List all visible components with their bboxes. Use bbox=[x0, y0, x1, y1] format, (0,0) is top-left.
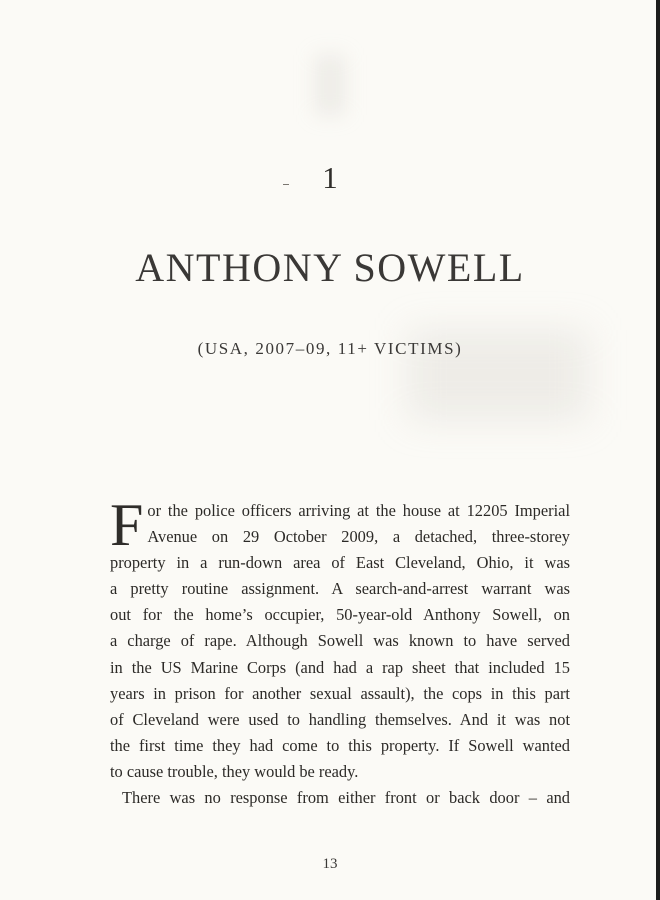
text-line: in the US Marine Corps (and had a rap sheet that included 15 bbox=[110, 657, 570, 677]
text-line: the first time they had come to this property. If Sowell wanted bbox=[110, 735, 570, 755]
chapter-subtitle: (USA, 2007–09, 11+ VICTIMS) bbox=[197, 339, 463, 358]
text-line: property in a run-down area of East Cleveland, Ohio, it was bbox=[110, 553, 570, 573]
text-line: or the police officers arriving at the house at 12205 Imperial bbox=[147, 501, 570, 520]
body-text bbox=[110, 492, 570, 811]
paragraph bbox=[110, 492, 570, 785]
chapter-number: 1 bbox=[322, 160, 338, 195]
drop-cap: F bbox=[110, 492, 144, 558]
scan-smudge bbox=[315, 55, 345, 115]
text-line: There was no response from either front or back door – and bbox=[122, 788, 570, 808]
text-line: a charge of rape. Although Sowell was known to have served bbox=[110, 631, 570, 651]
text-line: of Cleveland were used to handling themselves. And it was not bbox=[110, 709, 570, 729]
page-number: 13 bbox=[322, 856, 338, 872]
paragraph bbox=[110, 785, 570, 811]
chapter-title: ANTHONY SOWELL bbox=[135, 245, 525, 290]
text-line: Avenue on 29 October 2009, a detached, three-storey bbox=[147, 527, 570, 547]
scan-edge bbox=[656, 0, 660, 900]
text-line: a pretty routine assignment. A search-and-arrest warrant was bbox=[110, 579, 570, 599]
text-line: years in prison for another sexual assault), the cops in this part bbox=[110, 683, 570, 703]
text-line: to cause trouble, they would be ready. bbox=[110, 761, 359, 781]
text-line: out for the home’s occupier, 50-year-old Anthony Sowell, on bbox=[110, 605, 570, 625]
